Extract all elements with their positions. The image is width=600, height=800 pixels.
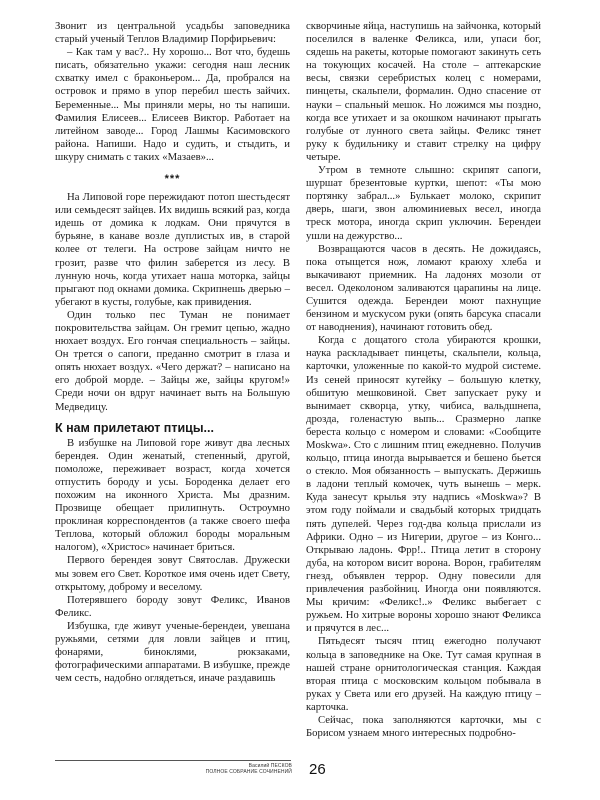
right-column (306, 20, 541, 740)
left-column (55, 20, 290, 685)
paragraph: Потерявшего бороду зовут Феликс, Иванов Феликс. (55, 593, 290, 619)
paragraph: Избушка, где живут ученые-берендеи, увешана ружьями, сетями для ловли зайцев и птиц, фонарями, биноклями, рюкзаками, фотографическими аппаратами. В избушке, прежде чем сесть, надобно оглядеться, иначе раздавишь (55, 619, 291, 685)
paragraph: На Липовой горе пережидают потоп шестьдесят или семьдесят зайцев. Их видишь всякий раз, когда идешь от домика к лодкам. Они прячутся в бурьяне, в канаве возле дуплистых ив, в старой колее от телеги. На острове зайцам ничто не грозит, разве что филин заберется из лесу. В лунную ночь, когда утихает наша моторка, зайцы прыгают под окнами домика. Скрипнешь дверью – убегают в кусты, голубые, как привидения. (55, 191, 290, 308)
footer-credit (200, 763, 292, 775)
paragraph: Когда с дощатого стола убираются крошки, наука раскладывает пинцеты, скальпели, кольца, карточки, уложенные по какой-то мудрой системе. Из сеней приносят кутейку – большую клетку, обшитую мешковиной. Свет запускает руку и вынимает скворца, утку, чибиса, вальдшнепа, дрозда, голенастую выпь... Сразмерно лапке береста кольцо с номером и словами: «Сообщите Moskwa». Сто с лишним птиц ежедневно. Получив кольцо, птица иногда вырывается и бешено бьется о стекло. Моя обязанность – выпускать. Держишь в ладони теплый комочек, чуть вынешь – мерк. Куда занесут крылья эту надпись «Moskwa»? В этом году поймали и свадьбый которых тридцать пять дупелей. Через год-два кольца прислали из Африки. Одно – из Нигерии, другое – из Конго... Открываю ладонь. Фрр!.. Птица летит в сторону дуба, на котором висит ворона. Ворон, грабителям гнезд, объявлен террор. Одну повесили для привлечения разбойниц. Иногда они появляются. Мы кричим: «Феликс!..» Феликс выбегает с ружьем. Но хитрые вороны хорошо знают Феликса и прячутся в лес... (306, 334, 541, 635)
paragraph: В избушке на Липовой горе живут два лесных берендея. Один женатый, степенный, другой, помоложе, переживает возраст, когда хочется отпустить бороду и усы. Бороденка делает его похожим на иконного Христа. Мы дразним. Прозвище обещает прилипнуть. Остроумно проклиная корреспондентов (а также своего шефа Теплова, который обложил бороды моральным налогом), «Христос» начинает бриться. (55, 436, 290, 554)
page-number: 26 (309, 761, 326, 778)
paragraph: Сейчас, пока заполняются карточки, мы с Борисом узнаем много интересных подробно- (306, 713, 541, 740)
paragraph: Возвращаются часов в десять. Не дожидаясь, пока отыщется нож, ломают краюху хлеба и выкачивают приемник. На ладонях мозоли от весел. Одеколоном заливаются царапины на лице. Сушится одежда. Берендеи моют пахнущие бензином и мускусом руки (опять барсука спасали от наводнения), начинают готовить обед. (306, 242, 541, 334)
section-heading: К нам прилетают птицы... (55, 420, 214, 435)
footer-collection-title: ПОЛНОЕ СОБРАНИЕ СОЧИНЕНИЙ (205, 769, 292, 775)
paragraph: скворчиные яйца, наступишь на зайчонка, который поселился в валенке Феликса, или, упаси бог, сядешь на ракеты, которые помогают закинуть сеть на токующих косачей. На столе – аптекарские весы, связки серебристых колец с номерами, пинцеты, скальпели, формалин. Одно спасение от науки – спальный мешок. Но ложимся мы поздно, когда все утихает и за окошком начинают прыгать голубые от лунного света зайцы. Феликс тянет руку к будильнику и ставит стрелку на цифру четыре. (306, 20, 541, 163)
paragraph: Один только пес Туман не понимает покровительства зайцам. Он гремит цепью, жадно нюхает воздух. Его гончая специальность – зайцы. Он трется о сапоги, преданно смотрит в глаза и опять нюхает воздух. «Чего держат? – написано на его доброй морде. – Зайцы же, зайцы кругом!» Среди ночи он вдруг начинает выть на Большую Медведицу. (55, 308, 290, 413)
paragraph: Утром в темноте слышно: скрипят сапоги, шуршат брезентовые куртки, шепот: «Ты мою портянку забрал...» Булькает молоко, скрипит дверь, шаги, звон алюминиевых весел, иногда треск мотора, иногда скрип уключин. Берендеи ушли на дежурство... (306, 164, 541, 242)
paragraph: Первого берендея зовут Святослав. Дружески мы зовем его Свет. Короткое имя очень идет Свету, открытому, доброму и веселому. (55, 554, 290, 593)
paragraph: Звонит из центральной усадьбы заповедника старый ученый Теплов Владимир Порфирьевич: (55, 20, 290, 46)
section-divider: *** (164, 173, 181, 186)
footer-author: Василий ПЕСКОВ (248, 763, 292, 769)
paragraph: Пятьдесят тысяч птиц ежегодно получают кольца в заповеднике на Оке. Тут самая крупная в нашей стране орнитологическая станция. Каждая вторая птица с московским кольцом побывала в руках у Света или его друзей. На каждую птицу – карточка. (306, 635, 541, 713)
footer-rule (55, 760, 291, 761)
paragraph: – Как там у вас?.. Ну хорошо... Вот что, будешь писать, обязательно укажи: сегодня наш лесник схватку имел с браконьером... Да, пробрался на островок и прямо в упор перебил шесть зайчих. Беременные... Мы приняли меры, но ты напиши. Фамилия Елисеев... Елисеев Виктор. Работает на литейном заводе... Город Лашмы Касимовского района. Напиши. Надо и судить, и стыдить, и шкуру снимать с таких «Мазаев»... (55, 46, 290, 163)
